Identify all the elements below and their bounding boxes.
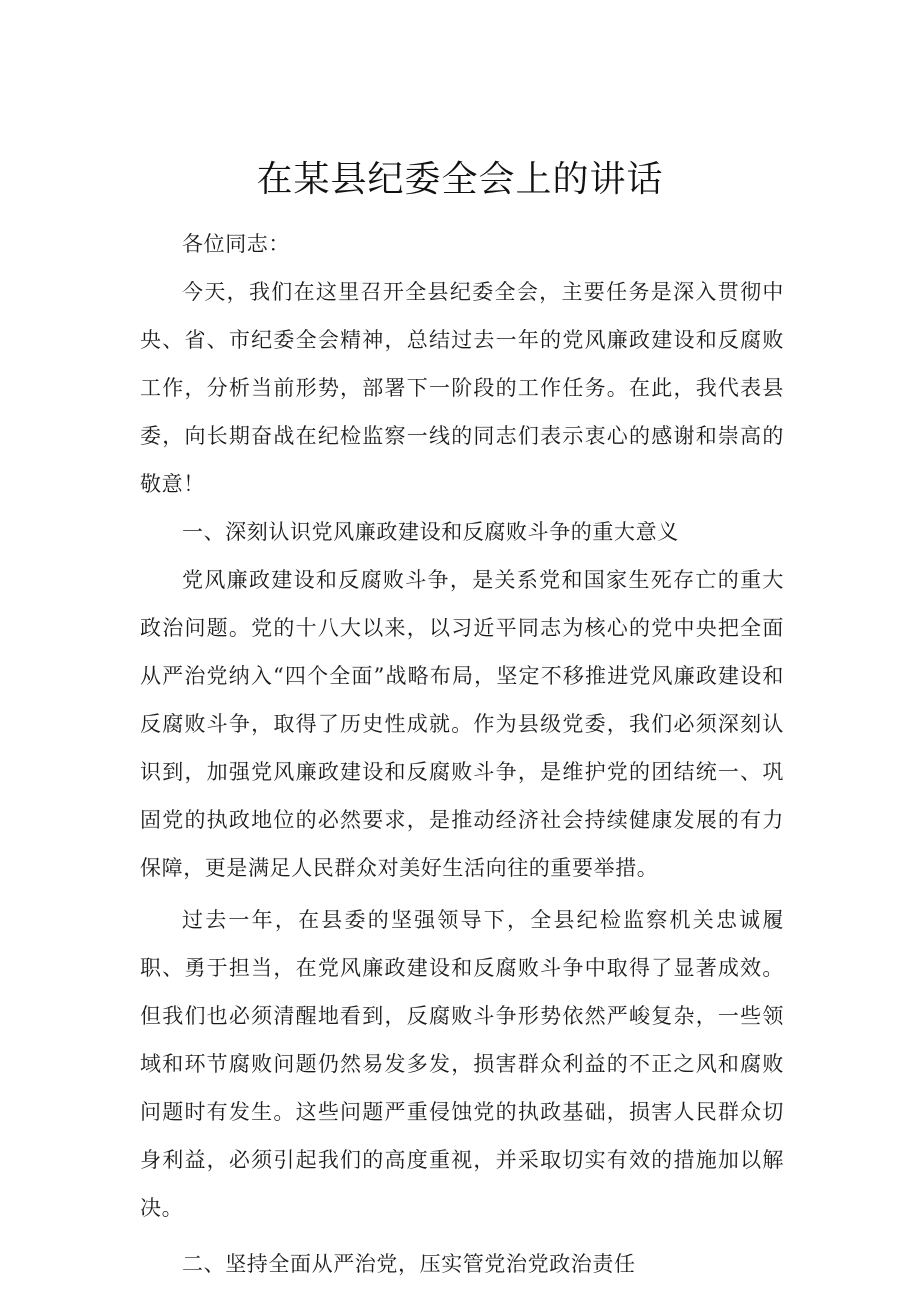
- document-title: 在某县纪委全会上的讲话: [256, 159, 664, 200]
- salutation: 各位同志：: [182, 232, 290, 256]
- paragraph-opening: 今天，我们在这里召开全县纪委全会，主要任务是深入贯彻中央、省、市纪委全会精神，总结过去一年的党风廉政建设和反腐败工作，分析当前形势，部署下一阶段的工作任务。在此，我代表县委，向长期奋战在纪检监察一线的同志们表示衷心的感谢和崇高的敬意！: [140, 280, 784, 496]
- section-heading-2: 二、坚持全面从严治党，压实管党治党政治责任: [182, 1252, 636, 1276]
- section-heading-1: 一、深刻认识党风廉政建设和反腐败斗争的重大意义: [182, 520, 679, 544]
- paragraph-past-year: 过去一年，在县委的坚强领导下，全县纪检监察机关忠诚履职、勇于担当，在党风廉政建设和反腐败斗争中取得了显著成效。但我们也必须清醒地看到，反腐败斗争形势依然严峻复杂，一些领域和环节腐败问题仍然易发多发，损害群众利益的不正之风和腐败问题时有发生。这些问题严重侵蚀党的执政基础，损害人民群众切身利益，必须引起我们的高度重视，并采取切实有效的措施加以解决。: [140, 908, 784, 1220]
- document-body: [140, 220, 784, 1288]
- paragraph-significance: 党风廉政建设和反腐败斗争，是关系党和国家生死存亡的重大政治问题。党的十八大以来，以习近平同志为核心的党中央把全面从严治党纳入“四个全面”战略布局，坚定不移推进党风廉政建设和反腐败斗争，取得了历史性成就。作为县级党委，我们必须深刻认识到，加强党风廉政建设和反腐败斗争，是维护党的团结统一、巩固党的执政地位的必然要求，是推动经济社会持续健康发展的有力保障，更是满足人民群众对美好生活向往的重要举措。: [140, 568, 784, 880]
